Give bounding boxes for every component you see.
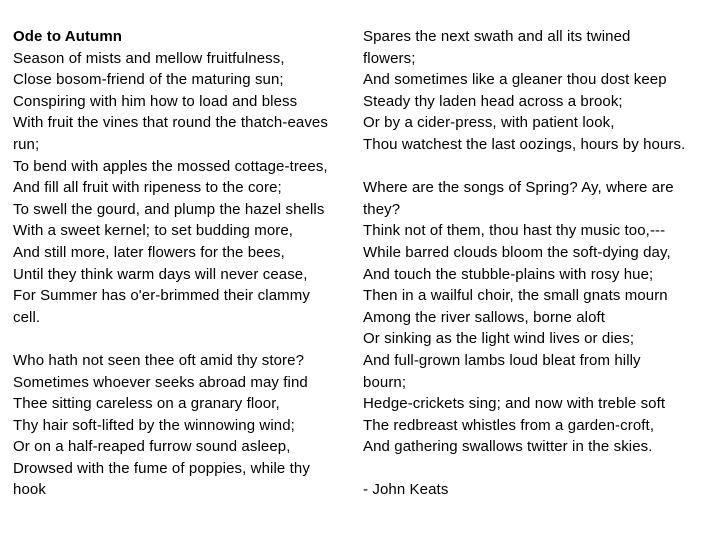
poem-line: While barred clouds bloom the soft-dying day, [363, 243, 671, 261]
poem-line: they? [363, 200, 401, 218]
poem-line: Sometimes whoever seeks abroad may find [13, 373, 308, 391]
poem-line: Or by a cider-press, with patient look, [363, 114, 615, 132]
poem-line: Where are the songs of Spring? Ay, where are [363, 179, 674, 197]
poem-line: flowers; [363, 49, 416, 67]
poem-line: cell. [13, 308, 41, 326]
poem-line: Spares the next swath and all its twined [363, 28, 631, 45]
right-column [363, 26, 713, 501]
poem-line: Who hath not seen thee oft amid thy store? [13, 351, 305, 369]
stanza-break [13, 328, 363, 350]
poem-line: And sometimes like a gleaner thou dost keep [363, 71, 667, 89]
poem-line: For Summer has o'er-brimmed their clammy [13, 287, 310, 305]
poem-line: And full-grown lambs loud bleat from hilly [363, 351, 641, 369]
poem-title: Ode to Autumn [13, 28, 123, 45]
poem-line: run; [13, 135, 40, 153]
poem-line: Drowsed with the fume of poppies, while thy [13, 459, 310, 477]
poem-line: With a sweet kernel; to set budding more, [13, 222, 294, 240]
poem-line: Steady thy laden head across a brook; [363, 92, 623, 110]
stanza-break [363, 156, 713, 178]
poem-line: With fruit the vines that round the thatch-eaves [13, 114, 328, 132]
poem-line: Hedge-crickets sing; and now with treble soft [363, 395, 666, 413]
poem-line: Or on a half-reaped furrow sound asleep, [13, 438, 291, 456]
poem-line: hook [13, 481, 46, 499]
poem-line: bourn; [363, 373, 407, 391]
poem-line: And touch the stubble-plains with rosy hue; [363, 265, 654, 283]
poem-line: Until they think warm days will never cease, [13, 265, 308, 283]
poem-line: Think not of them, thou hast thy music too,--- [363, 222, 666, 240]
poem-line: Then in a wailful choir, the small gnats mourn [363, 287, 668, 305]
poem-line: And fill all fruit with ripeness to the core; [13, 179, 282, 197]
poem-line: Thy hair soft-lifted by the winnowing wind; [13, 416, 295, 434]
poem-line: Thou watchest the last oozings, hours by hours. [363, 135, 686, 153]
poem-line: The redbreast whistles from a garden-croft, [363, 416, 655, 434]
poem-line: Season of mists and mellow fruitfulness, [13, 49, 285, 67]
stanza-break [363, 458, 713, 480]
poem-line: Thee sitting careless on a granary floor, [13, 395, 280, 413]
left-column [13, 26, 363, 501]
poem-line: Close bosom-friend of the maturing sun; [13, 71, 284, 89]
poem-line: Conspiring with him how to load and bless [13, 92, 298, 110]
poem-line: And gathering swallows twitter in the skies. [363, 438, 653, 456]
poem-line: To swell the gourd, and plump the hazel shells [13, 200, 325, 218]
poem-line: To bend with apples the mossed cottage-trees, [13, 157, 328, 175]
poem-author: - John Keats [363, 481, 449, 499]
poem-line: Among the river sallows, borne aloft [363, 308, 606, 326]
poem-line: And still more, later flowers for the bees, [13, 243, 285, 261]
poem-line: Or sinking as the light wind lives or dies; [363, 330, 635, 348]
